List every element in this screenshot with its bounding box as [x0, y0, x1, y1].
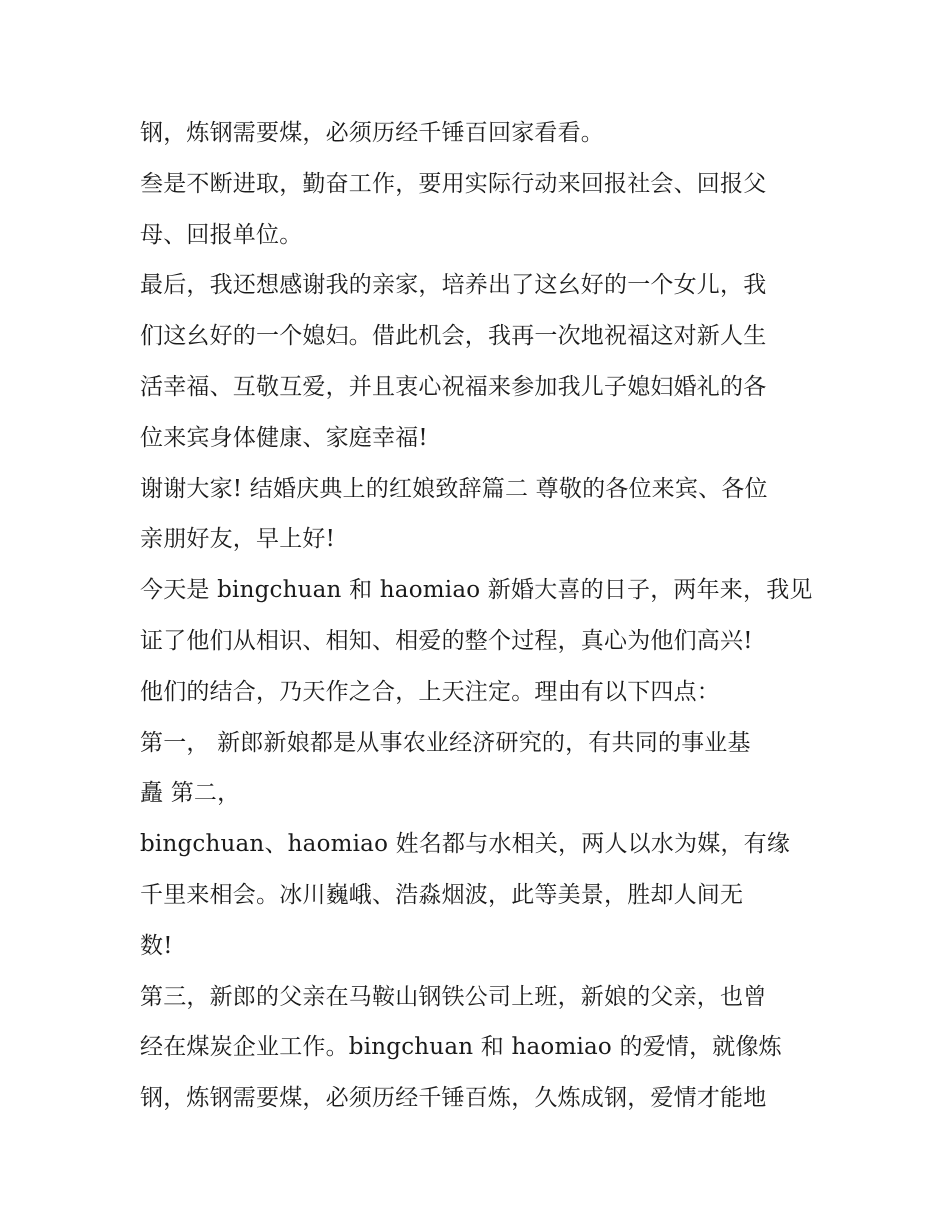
text-line: 第一， 新郎新娘都是从事农业经济研究的，有共同的事业基: [140, 729, 751, 756]
text-line: 数!: [140, 932, 173, 959]
text-line: 钢，炼钢需要煤，必须历经千锤百回家看看。: [140, 120, 604, 146]
text-line: 今天是 bingchuan 和 haomiao 新婚大喜的日子，两年来，我见: [140, 577, 813, 604]
text-line: 他们的结合，乃天作之合，上天注定。理由有以下四点：: [140, 678, 720, 705]
text-line: bingchuan、haomiao 姓名都与水相关，两人以水为媒，有缘: [140, 831, 791, 858]
text-line: 叁是不断进取，勤奋工作，要用实际行动来回报社会、回报父: [140, 170, 767, 197]
text-line: 们这幺好的一个媳妇。借此机会，我再一次地祝福这对新人生: [140, 323, 767, 350]
text-line: 经在煤炭企业工作。bingchuan 和 haomiao 的爱情，就像炼: [140, 1034, 782, 1061]
text-line: 母、回报单位。: [140, 221, 303, 248]
text-line: 亲朋好友，早上好!: [140, 526, 336, 553]
text-line: 千里来相会。冰川巍峨、浩淼烟波，此等美景，胜却人间无: [140, 881, 744, 908]
text-line: 活幸福、互敬互爱，并且衷心祝福来参加我儿子媳妇婚礼的各: [140, 373, 767, 400]
text-line: 钢，炼钢需要煤，必须历经千锤百炼，久炼成钢，爱情才能地: [140, 1085, 767, 1112]
text-line: 最后，我还想感谢我的亲家，培养出了这幺好的一个女儿，我: [140, 272, 767, 299]
document-body: [140, 108, 820, 1124]
text-line: 证了他们从相识、相知、相爱的整个过程，真心为他们高兴!: [140, 627, 753, 654]
text-line: 位来宾身体健康、家庭幸福!: [140, 424, 428, 451]
text-line: 谢谢大家! 结婚庆典上的红娘致辞篇二 尊敬的各位来宾、各位: [140, 475, 768, 502]
text-line: 矗 第二，: [140, 780, 241, 807]
text-line: 第三，新郎的父亲在马鞍山钢铁公司上班，新娘的父亲，也曾: [140, 983, 767, 1010]
